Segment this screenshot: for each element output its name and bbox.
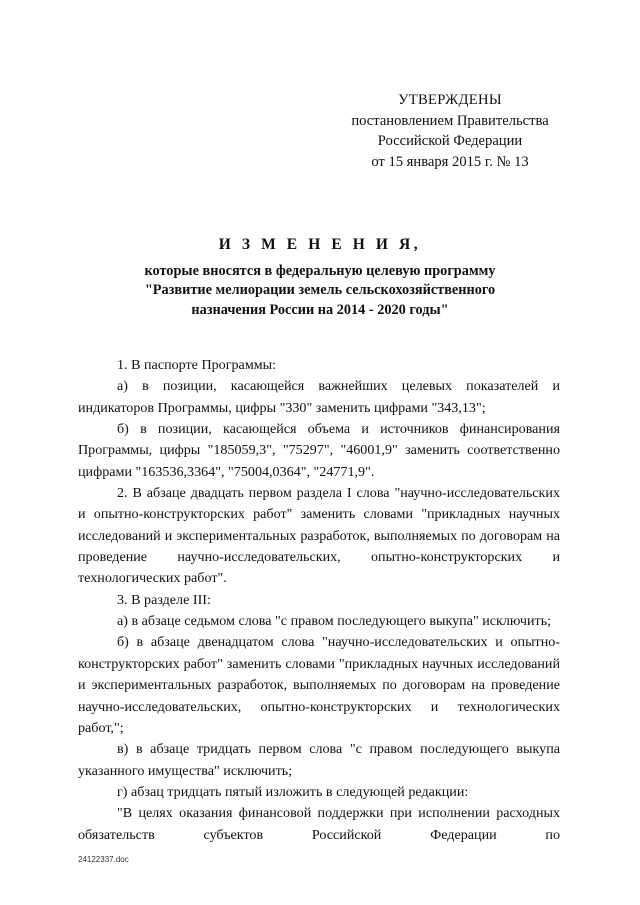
body-paragraph: а) в абзаце седьмом слова "с правом последующего выкупа" исключить; (117, 613, 552, 630)
document-body (78, 355, 560, 846)
body-paragraph: 2. В абзаце двадцать первом раздела I слова "научно-исследовательских и опытно-конструкторских работ" заменить словами "прикладных научных исследований и экспериментальных разработок, выполняемых по договорам на проведение научно-исследовательских, опытно-конструкторских и технологических работ". (78, 485, 560, 587)
approval-stamp (330, 90, 570, 172)
body-paragraph: в) в абзаце тридцать первом слова "с правом последующего выкупа указанного имущества" исключить; (78, 741, 560, 779)
document-subtitle (100, 262, 540, 320)
approval-line: Российской Федерации (377, 133, 523, 149)
body-paragraph: а) в позиции, касающейся важнейших целевых показателей и индикаторов Программы, цифры "330" заменить цифрами "343,13"; (78, 378, 560, 416)
approval-date: от 15 января 2015 г. № 13 (371, 153, 529, 170)
file-name: 24122337.doc (78, 855, 129, 864)
body-paragraph: б) в позиции, касающейся объема и источников финансирования Программы, цифры "185059,3", "75297", "46001,9" заменить соответственно цифрами "163536,3364", "75004,0364", "24771,9". (78, 421, 560, 480)
body-paragraph: г) абзац тридцать пятый изложить в следующей редакции: (117, 783, 469, 800)
approval-line: постановлением Правительства (351, 112, 549, 129)
document-title: И З М Е Н Е Н И Я, (218, 236, 422, 253)
approval-heading: УТВЕРЖДЕНЫ (398, 92, 502, 108)
body-paragraph: "В целях оказания финансовой поддержки при исполнении расходных обязательств субъектов Российской Федерации по (78, 805, 560, 843)
subtitle-line: которые вносятся в федеральную целевую программу (144, 263, 496, 279)
subtitle-line: назначения России на 2014 - 2020 годы" (191, 301, 449, 318)
body-paragraph: 1. В паспорте Программы: (117, 357, 277, 373)
subtitle-line: "Развитие мелиорации земель сельскохозяйственного (144, 282, 496, 299)
body-paragraph: 3. В разделе III: (117, 591, 211, 608)
body-paragraph: б) в абзаце двенадцатом слова "научно-исследовательских и опытно-конструкторских работ" заменить словами "прикладных научных исследований и экспериментальных разработок, выполняемых по договорам на проведение научно-исследовательских, опытно-конструкторских и технологических работ,"; (78, 634, 560, 736)
